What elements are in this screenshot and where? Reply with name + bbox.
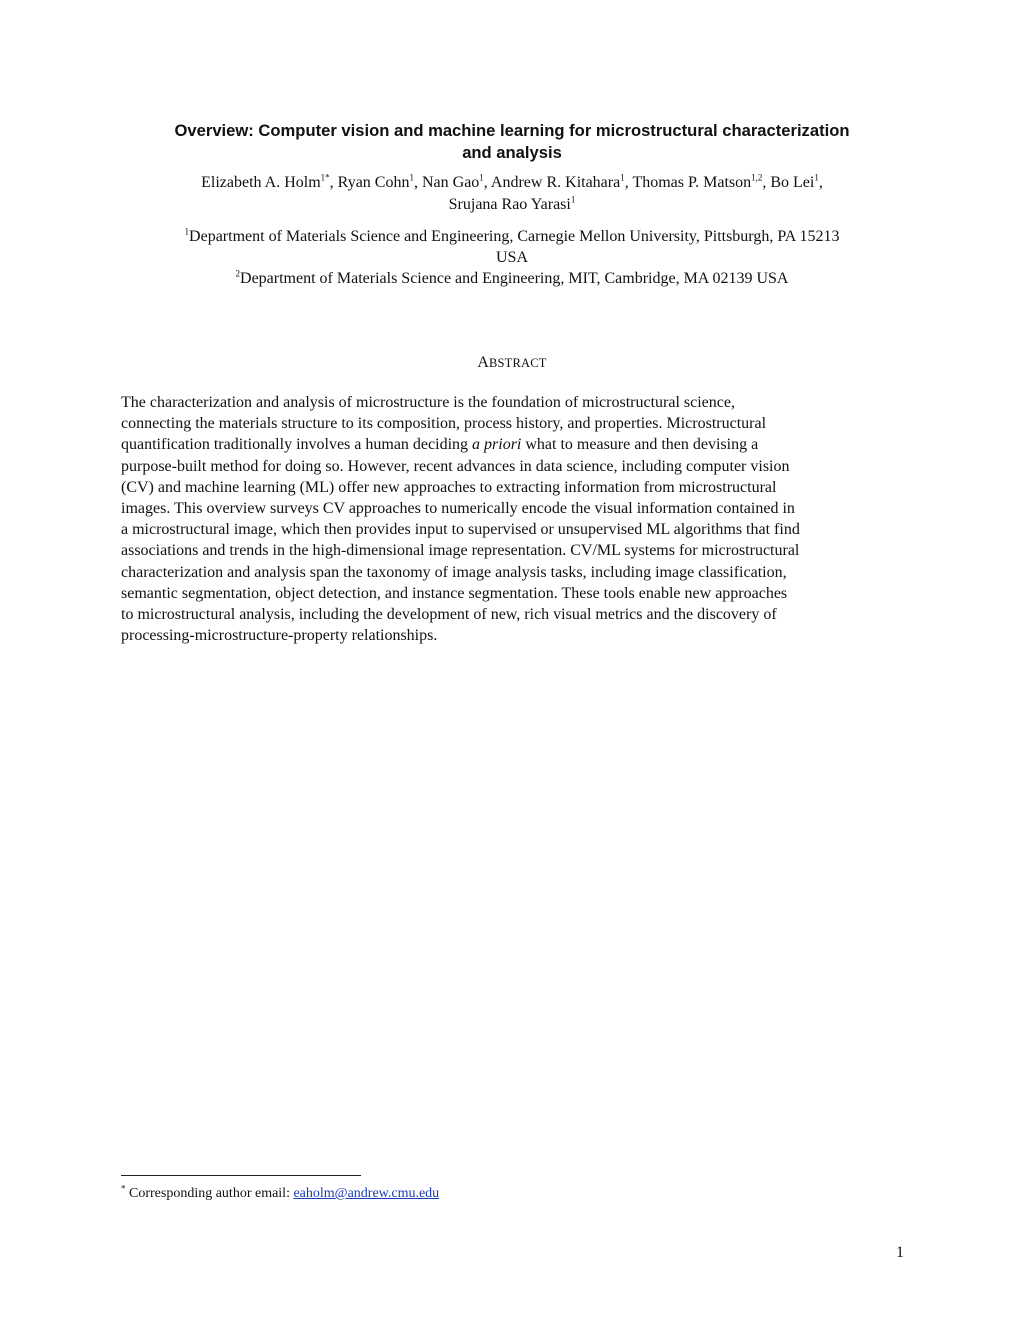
- abstract-line: connecting the materials structure to its composition, process history, and properties. Microstructural: [121, 415, 767, 433]
- author-name: Andrew R. Kitahara: [490, 174, 621, 191]
- abstract-line: (CV) and machine learning (ML) offer new approaches to extracting information from microstructural: [121, 478, 777, 496]
- author-name: Srujana Rao Yarasi: [448, 196, 571, 213]
- footnote-divider: [121, 1175, 361, 1176]
- affiliation-2: [120, 268, 904, 289]
- abstract-line: characterization and analysis span the taxonomy of image analysis tasks, including image classification,: [121, 563, 787, 581]
- affiliation-list: [120, 226, 904, 289]
- author-affil-sup: 1: [409, 172, 414, 183]
- author-list: [120, 172, 904, 216]
- author-name: Thomas P. Matson: [632, 174, 752, 191]
- abstract-line: to microstructural analysis, including the development of new, rich visual metrics and the discovery of: [121, 606, 777, 624]
- abstract-line: processing-microstructure-property relationships.: [121, 627, 438, 645]
- abstract-line: The characterization and analysis of microstructure is the foundation of microstructural science,: [121, 394, 735, 411]
- abstract-heading: [120, 352, 904, 374]
- affiliation-1: [120, 226, 904, 247]
- author-name: Ryan Cohn: [337, 174, 410, 191]
- affiliation-text: Department of Materials Science and Engineering, Carnegie Mellon University, Pittsburgh, PA 15213: [189, 228, 840, 245]
- affiliation-1-cont: USA: [495, 249, 528, 266]
- abstract-heading-initial: A: [477, 354, 489, 371]
- abstract-line-text: quantification traditionally involves a human deciding: [121, 436, 473, 454]
- author-name: Bo Lei: [770, 174, 815, 191]
- abstract-line: semantic segmentation, object detection, and instance segmentation. These tools enable new approaches: [121, 584, 788, 602]
- abstract-line: purpose-built method for doing so. However, recent advances in data science, including computer vision: [121, 457, 790, 475]
- footnote-marker: *: [121, 1183, 126, 1194]
- author-line-1: Elizabeth A. Holm$^{1*}$, Ryan Cohn$^1$, Nan Gao$^1$, Andrew R. Kitahara$^1$, Thomas P. Matson$^{1,2}$, Bo Lei$^1$,: [201, 172, 823, 191]
- author-affil-sup: 1: [479, 172, 484, 183]
- title-line-2: and analysis: [462, 143, 562, 162]
- abstract-line: associations and trends in the high-dimensional image representation. CV/ML systems for microstructural: [121, 542, 800, 560]
- author-line-2: [120, 194, 904, 216]
- abstract-italic-phrase: a priori: [472, 436, 522, 454]
- affiliation-sup: 2: [235, 268, 241, 279]
- author-affil-sup: 1: [570, 194, 576, 205]
- abstract-line: a microstructural image, which then provides input to supervised or unsupervised ML algorithms that find: [121, 521, 800, 539]
- author-affil-sup: 1: [814, 172, 819, 183]
- abstract-line: [121, 434, 905, 455]
- footnote: [121, 1185, 439, 1203]
- abstract-line-text: what to measure and then devising a: [521, 436, 759, 454]
- abstract-line: images. This overview surveys CV approaches to numerically encode the visual information contained in: [121, 500, 795, 518]
- title-line-1: Overview: Computer vision and machine learning for microstructural characterization: [174, 121, 850, 140]
- author-name: Elizabeth A. Holm: [201, 174, 321, 191]
- author-affil-sup: 1*: [320, 172, 330, 183]
- author-affil-sup: 1,2: [751, 172, 763, 183]
- author-name: Nan Gao: [421, 174, 480, 191]
- paper-title: [120, 120, 904, 164]
- corresponding-email-link[interactable]: eaholm@andrew.cmu.edu: [293, 1186, 440, 1201]
- affiliation-text: Department of Materials Science and Engineering, MIT, Cambridge, MA 02139 USA: [240, 270, 789, 287]
- page-number: 1: [896, 1244, 904, 1261]
- footnote-label: Corresponding author email:: [125, 1186, 294, 1201]
- affiliation-sup: 1: [184, 226, 190, 237]
- author-affil-sup: 1: [620, 172, 625, 183]
- abstract-heading-rest: BSTRACT: [488, 356, 547, 370]
- abstract-body: [121, 392, 905, 646]
